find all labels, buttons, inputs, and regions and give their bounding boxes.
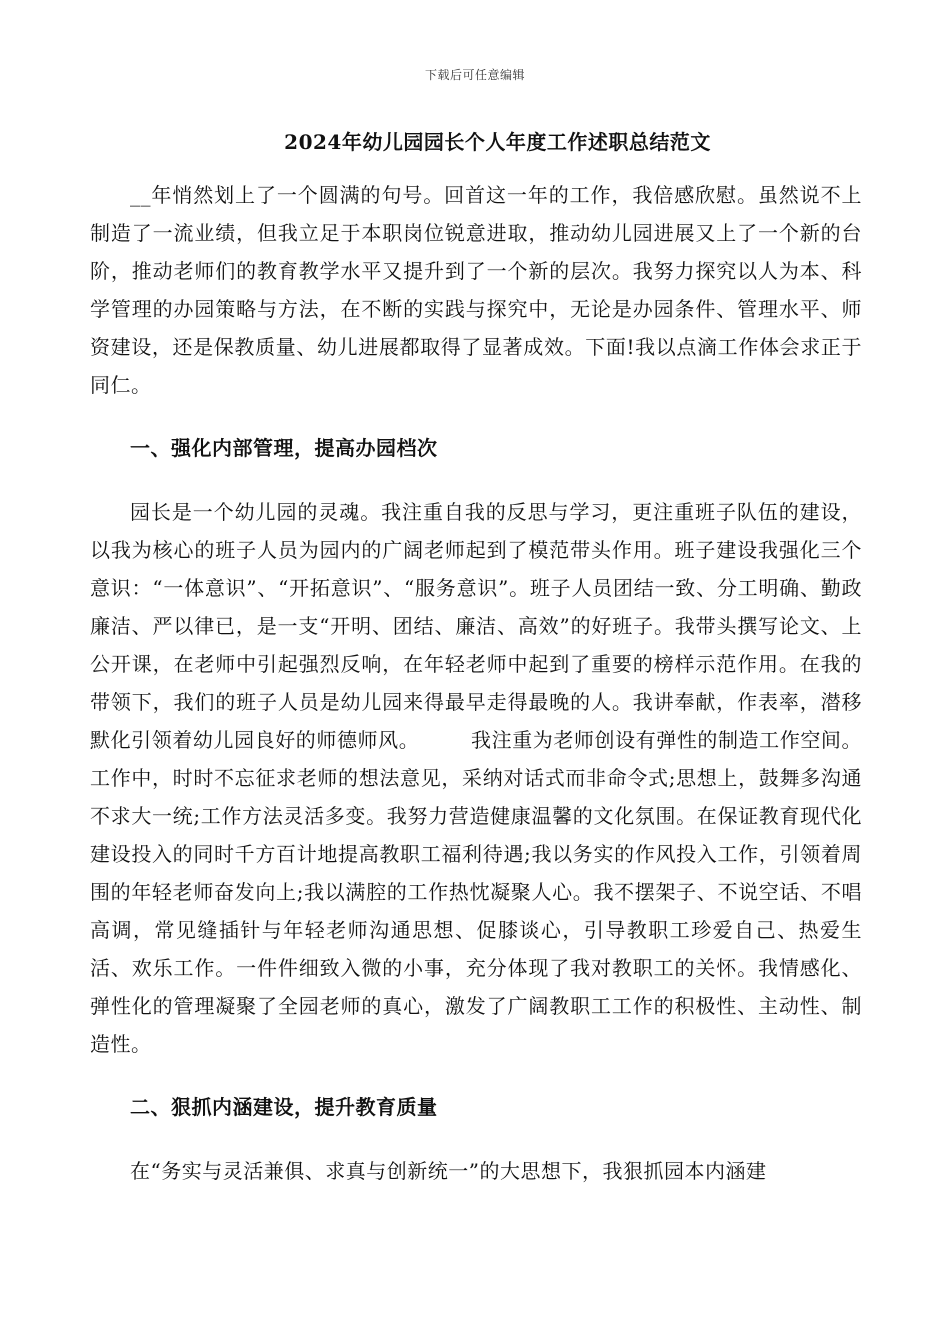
header-note: 下载后可任意编辑 <box>424 68 525 82</box>
document-title: 2024年幼儿园园长个人年度工作述职总结范文 <box>284 130 711 154</box>
intro-paragraph: __年悄然划上了一个圆满的句号。回首这一年的工作，我倍感欣慰。虽然说不上制造了一流业绩，但我立足于本职岗位锐意进取，推动幼儿园进展又上了一个新的台阶，推动老师们的教育教学水平又提升到了一个新的层次。我努力探究以人为本、科学管理的办园策略与方法，在不断的实践与探究中，无论是办园条件、管理水平、师资建设，还是保教质量、幼儿进展都取得了显著成效。下面!我以点滴工作体会求正于同仁。 <box>90 183 862 397</box>
section-2-paragraph: 在“务实与灵活兼俱、求真与创新统一”的大思想下，我狠抓园本内涵建 <box>130 1159 767 1183</box>
section-1-heading: 一、强化内部管理，提高办园档次 <box>130 436 438 460</box>
section-1-paragraph: 园长是一个幼儿园的灵魂。我注重自我的反思与学习，更注重班子队伍的建设，以我为核心的班子人员为园内的广阔老师起到了模范带头作用。班子建设我强化三个意识：“一体意识”、“开拓意识”、“服务意识”。班子人员团结一致、分工明确、勤政廉洁、严以律已，是一支“开明、团结、廉洁、高效”的好班子。我带头撰写论文、上公开课，在老师中引起强烈反响，在年轻老师中起到了重要的榜样示范作用。在我的带领下，我们的班子人员是幼儿园来得最早走得最晚的人。我讲奉献，作表率，潜移默化引领着幼儿园良好的师德师风。 我注重为老师创设有弹性的制造工作空间。工作中，时时不忘征求老师的想法意见，采纳对话式而非命令式;思想上，鼓舞多沟通不求大一统;工作方法灵活多变。我努力营造健康温馨的文化氛围。在保证教育现代化建设投入的同时千方百计地提高教职工福利待遇;我以务实的作风投入工作，引领着周围的年轻老师奋发向上;我以满腔的工作热忱凝聚人心。我不摆架子、不说空话、不唱高调，常见缝插针与年轻老师沟通思想、促膝谈心，引导教职工珍爱自己、热爱生活、欢乐工作。一件件细致入微的小事，充分体现了我对教职工的关怀。我情感化、弹性化的管理凝聚了全园老师的真心，激发了广阔教职工工作的积极性、主动性、制造性。 <box>90 500 862 1056</box>
section-2-heading: 二、狠抓内涵建设，提升教育质量 <box>130 1095 438 1119</box>
document-body <box>90 176 862 1190</box>
